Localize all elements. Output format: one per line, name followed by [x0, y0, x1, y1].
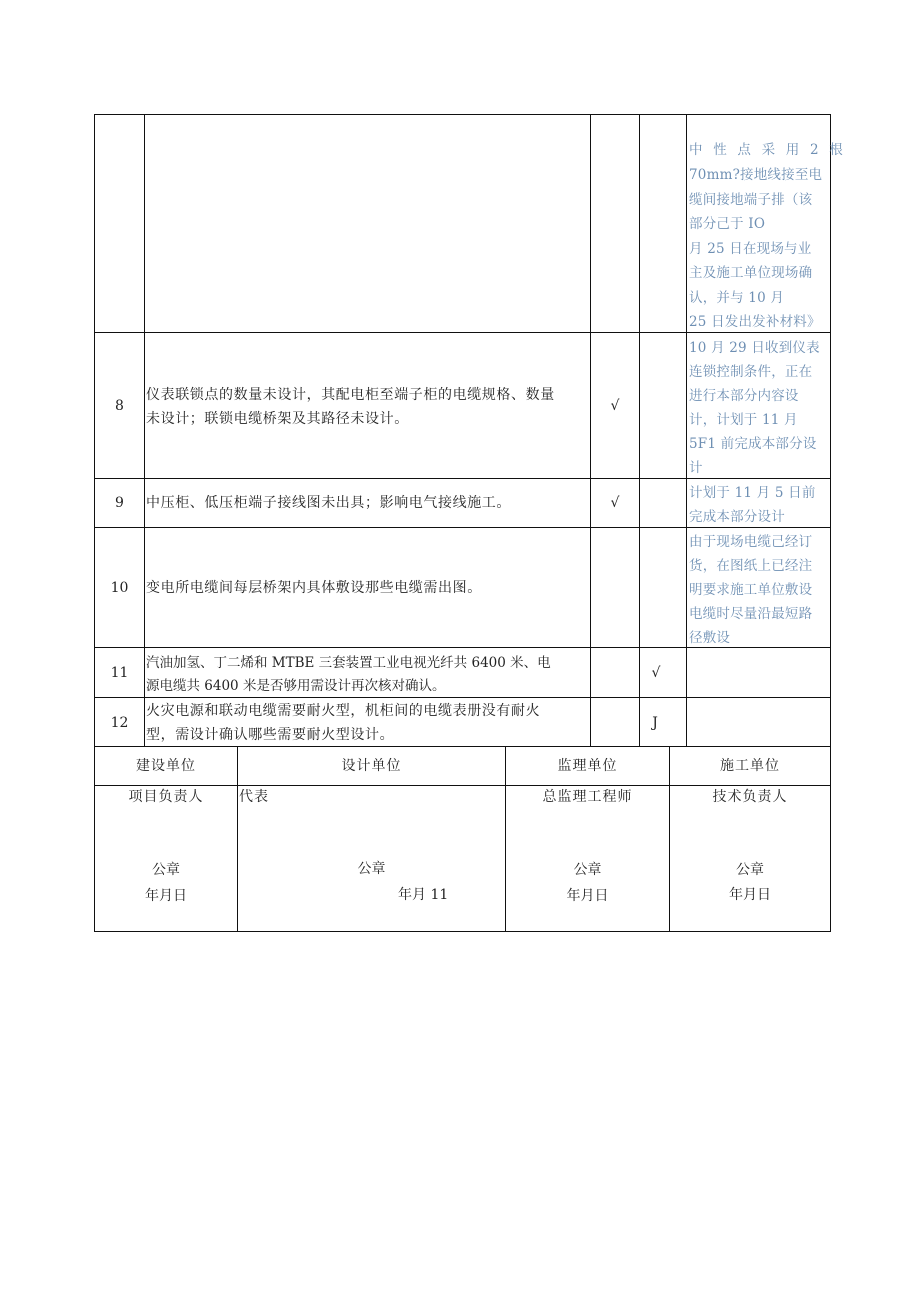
note-line: 25 日发出发补材料》 [689, 314, 821, 330]
col-divider [639, 114, 640, 746]
seal-label: 公章 [573, 862, 602, 878]
note-line: 5F1 前完成本部分设 [689, 436, 817, 452]
signatory-role: 技术负责人 [712, 789, 788, 805]
row-number: 12 [110, 715, 129, 731]
note-line: 径敷设 [689, 630, 731, 646]
check-mark: J [652, 715, 658, 731]
note-line: 连锁控制条件，正在 [689, 364, 813, 380]
row-description: 中压柜、低压柜端子接线图未出具；影响电气接线施工。 [146, 495, 511, 511]
note-line: 完成本部分设计 [689, 509, 785, 525]
check-mark: √ [610, 495, 620, 511]
note-line: 计 [689, 460, 703, 476]
unit-header: 建设单位 [136, 758, 196, 774]
note-line: 70mm?接地线接至电 [689, 167, 823, 183]
signatory-role: 总监理工程师 [542, 789, 633, 805]
row-description: 火灾电源和联动电缆需要耐火型，机柜间的电缆表册没有耐火 [146, 703, 541, 719]
note-line: 进行本部分内容设 [689, 388, 799, 404]
seal-label: 公章 [736, 862, 764, 878]
note-line: 货，在图纸上已经注 [689, 558, 813, 574]
row-description: 型，需设计确认哪些需要耐火型设计。 [146, 727, 395, 743]
note-line: 明要求施工单位敷设 [689, 582, 813, 598]
unit-header: 监理单位 [557, 758, 618, 774]
table-border-top [94, 114, 831, 115]
signatory-role: 代表 [239, 789, 269, 805]
row-number: 11 [110, 665, 129, 681]
row-description: 仪表联锁点的数量未设计，其配电柜至端子柜的电缆规格、数量 [146, 387, 555, 403]
col-divider [144, 114, 145, 746]
table-border-right [830, 114, 831, 932]
note-line: 电缆时尽量沿最短路 [689, 606, 813, 622]
col-divider [686, 114, 687, 746]
seal-label: 公章 [357, 861, 386, 877]
row-number: 9 [115, 495, 124, 511]
note-line: 缆间接地端子排（该 [689, 192, 813, 208]
note-line: 认，并与 10 月 [689, 290, 785, 306]
date-label: 年月日 [145, 888, 187, 904]
note-line: 计划于 11 月 5 日前 [689, 485, 816, 501]
note-line: 由于现场电缆己经订 [689, 534, 813, 550]
unit-header: 设计单位 [341, 758, 402, 774]
signatory-role: 项目负责人 [128, 789, 204, 805]
note-line: 中 性 点 采 用 2 根 [689, 142, 846, 158]
row-description: 源电缆共 6400 米是否够用需设计再次核对确认。 [146, 678, 446, 694]
table-border-bottom [94, 931, 831, 932]
note-line: 部分己于 IO [689, 216, 766, 232]
date-label: 年月 11 [398, 887, 449, 903]
date-label: 年月日 [566, 888, 609, 904]
note-line: 计，计划于 11 月 [689, 412, 798, 428]
row-description: 变电所电缆间每层桥架内具体敷设那些电缆需出图。 [146, 580, 482, 596]
row-number: 10 [110, 580, 129, 596]
note-line: 主及施工单位现场确 [689, 265, 813, 281]
row-divider [94, 478, 831, 479]
check-mark: √ [610, 398, 620, 414]
table-border-left [94, 114, 95, 932]
row-number: 8 [115, 398, 124, 414]
check-mark: √ [651, 665, 661, 681]
unit-header: 施工单位 [720, 758, 780, 774]
col-divider [590, 114, 591, 746]
seal-label: 公章 [152, 862, 180, 878]
date-label: 年月日 [729, 887, 771, 903]
row-description: 汽油加氢、丁二烯和 MTBE 三套装置工业电视光纤共 6400 米、电 [146, 655, 551, 671]
note-line: 月 25 日在现场与业 [689, 241, 812, 257]
note-line: 10 月 29 日收到仪表 [689, 340, 820, 356]
row-description: 未设计；联锁电缆桥架及其路径未设计。 [146, 411, 409, 427]
